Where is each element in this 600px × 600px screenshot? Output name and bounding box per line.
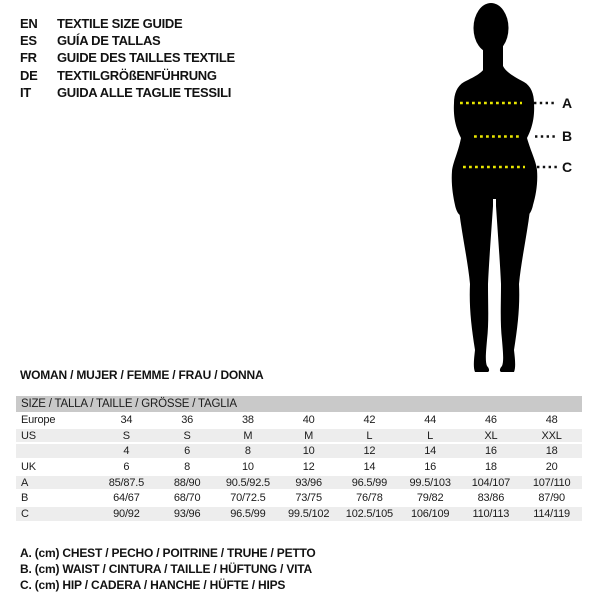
- size-cell: 42: [363, 413, 376, 426]
- size-cell: 10: [241, 460, 254, 473]
- size-cell: L: [427, 429, 434, 442]
- size-cell: 12: [302, 460, 315, 473]
- size-cell: 76/78: [356, 492, 383, 505]
- language-row: [20, 15, 235, 32]
- row-label: US: [21, 429, 36, 442]
- size-cell: 44: [424, 413, 437, 426]
- size-cell: 107/110: [532, 476, 571, 489]
- size-cell: 8: [184, 460, 191, 473]
- size-cell: XXL: [541, 429, 562, 442]
- language-row: [20, 49, 235, 66]
- size-cell: 79/82: [416, 492, 444, 505]
- size-cell: 16: [424, 460, 437, 473]
- size-cell: 93/96: [173, 507, 201, 520]
- row-label: UK: [21, 460, 36, 473]
- legend-line-chest: A. (cm) CHEST / PECHO / POITRINE / TRUHE / PETTO: [20, 546, 316, 560]
- size-cell: 46: [484, 413, 497, 426]
- silhouette-right-leg: [496, 162, 533, 372]
- size-cell: 96.5/99: [230, 507, 266, 520]
- size-cell: 48: [545, 413, 558, 426]
- size-cell: 99.5/102: [288, 507, 330, 520]
- measure-label-a: A: [562, 95, 572, 111]
- size-cell: M: [304, 429, 314, 442]
- size-cell: 6: [123, 460, 130, 473]
- language-row: [20, 67, 235, 84]
- size-cell: 18: [484, 460, 497, 473]
- language-title: TEXTILE SIZE GUIDE: [57, 16, 183, 32]
- size-cell: 106/109: [410, 507, 450, 520]
- size-cell: 88/90: [173, 476, 201, 489]
- woman-silhouette-icon: [430, 0, 580, 380]
- woman-silhouette-figure: [430, 0, 580, 380]
- language-code: FR: [20, 50, 37, 66]
- language-row: [20, 84, 235, 101]
- size-cell: S: [183, 429, 191, 442]
- size-table: [16, 396, 582, 522]
- size-cell: 114/119: [533, 507, 570, 520]
- size-cell: 104/107: [471, 476, 511, 489]
- size-cell: 16: [484, 445, 497, 458]
- size-cell: 90.5/92.5: [225, 476, 270, 489]
- row-label: C: [21, 507, 29, 520]
- size-cell: 73/75: [295, 492, 322, 505]
- row-label: B: [21, 492, 29, 505]
- measurement-legend: [20, 545, 316, 593]
- size-cell: L: [366, 429, 373, 442]
- language-title: GUÍA DE TALLAS: [57, 33, 161, 49]
- row-label: Europe: [21, 413, 56, 426]
- size-cell: 96.5/99: [351, 476, 388, 489]
- size-cell: 12: [363, 445, 376, 458]
- size-cell: 93/96: [295, 476, 322, 489]
- size-cell: 64/67: [113, 492, 140, 505]
- language-row: [20, 32, 235, 49]
- size-cell: 40: [302, 413, 315, 426]
- legend-line-hip: C. (cm) HIP / CADERA / HANCHE / HÜFTE / HIPS: [20, 578, 286, 592]
- measure-label-b: B: [562, 128, 572, 144]
- size-cell: 70/72.5: [230, 492, 266, 505]
- table-row: [16, 412, 582, 428]
- size-cell: 85/87.5: [108, 476, 145, 489]
- size-cell: 20: [545, 460, 558, 473]
- section-title: WOMAN / MUJER / FEMME / FRAU / DONNA: [20, 368, 264, 382]
- table-row: [16, 443, 582, 459]
- row-label: A: [21, 476, 29, 489]
- size-cell: M: [243, 429, 253, 442]
- size-cell: 14: [363, 460, 376, 473]
- size-cell: 68/70: [173, 492, 201, 505]
- size-cell: 83/86: [477, 492, 505, 505]
- size-cell: 90/92: [113, 507, 140, 520]
- size-table-header: SIZE / TALLA / TAILLE / GRÖSSE / TAGLIA: [16, 396, 582, 412]
- size-cell: 110/113: [472, 507, 510, 520]
- size-cell: 6: [184, 445, 191, 458]
- size-cell: 18: [545, 445, 558, 458]
- size-cell: 102.5/105: [345, 507, 393, 520]
- size-cell: S: [122, 429, 130, 442]
- language-code: DE: [20, 67, 38, 83]
- size-cell: 99.5/103: [409, 476, 451, 489]
- size-cell: 14: [424, 445, 437, 458]
- size-cell: 36: [181, 413, 194, 426]
- language-title-block: [20, 15, 235, 101]
- language-title: GUIDE DES TAILLES TEXTILE: [57, 50, 235, 66]
- size-cell: XL: [484, 429, 498, 442]
- table-row: [16, 428, 582, 444]
- language-code: EN: [20, 16, 38, 32]
- table-row: [16, 459, 582, 475]
- table-row: [16, 506, 582, 522]
- language-code: ES: [20, 33, 37, 49]
- language-title: TEXTILGRÖßENFÜHRUNG: [57, 67, 217, 83]
- size-cell: 10: [302, 445, 315, 458]
- language-title: GUIDA ALLE TAGLIE TESSILI: [57, 84, 232, 100]
- measure-label-c: C: [562, 159, 572, 175]
- size-cell: 8: [244, 445, 251, 458]
- silhouette-left-leg: [456, 162, 493, 372]
- size-cell: 4: [123, 445, 130, 458]
- legend-line-waist: B. (cm) WAIST / CINTURA / TAILLE / HÜFTUNG / VITA: [20, 562, 312, 576]
- table-row: [16, 490, 582, 506]
- language-code: IT: [20, 84, 31, 100]
- size-cell: 34: [120, 413, 133, 426]
- size-cell: 87/90: [538, 492, 565, 505]
- size-table-rows: [16, 412, 582, 522]
- size-cell: 38: [241, 413, 254, 426]
- table-row: [16, 475, 582, 491]
